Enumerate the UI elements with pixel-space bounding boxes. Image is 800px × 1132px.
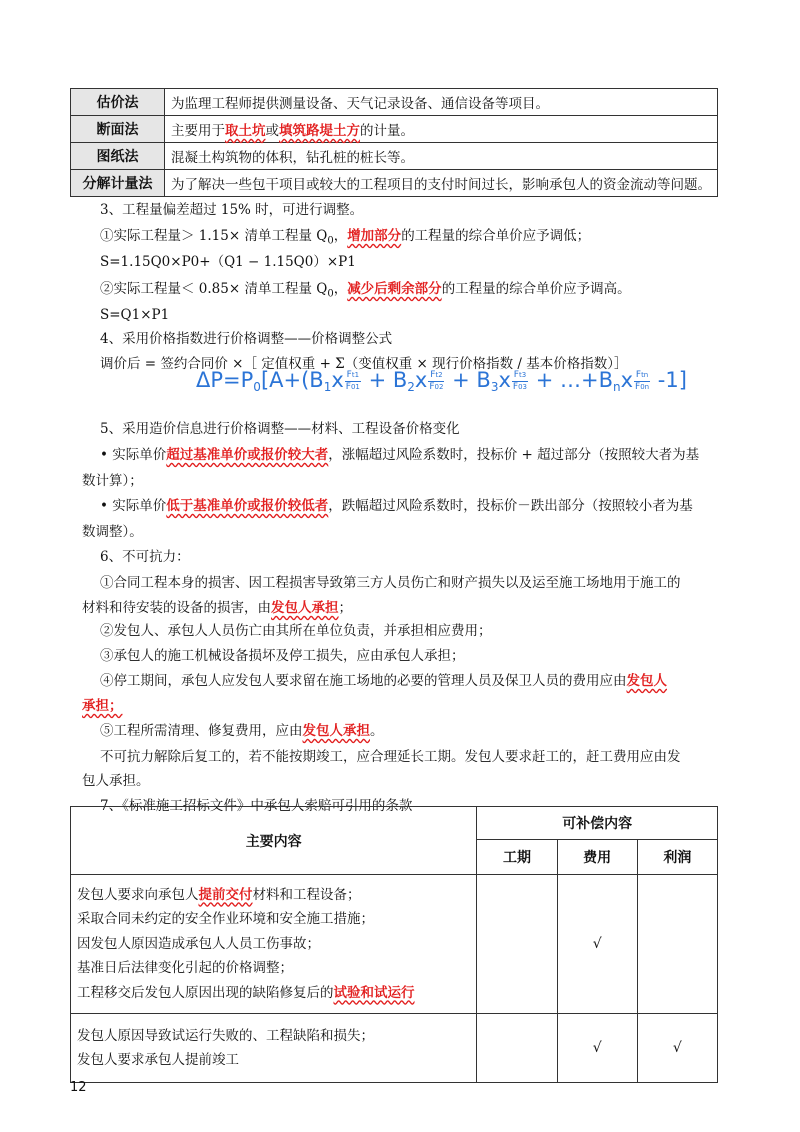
text-run: 。 — [370, 723, 384, 739]
check-mark-cell: √ — [637, 1014, 717, 1083]
formula-subscript: 3 — [490, 380, 499, 394]
text-run: 包人承担。 — [82, 773, 150, 789]
highlighted-text: 发包人 — [626, 673, 667, 689]
content-line — [77, 1024, 470, 1049]
text-line — [100, 622, 492, 640]
text-run: 为监理工程师提供测量设备、天气记录设备、通信设备等项目。 — [171, 96, 549, 112]
denominator-subscript: 0n — [640, 382, 650, 391]
text-run: 因发包人原因造成承包人人员工伤事故； — [77, 935, 320, 952]
content-line — [77, 907, 470, 932]
text-run: 7、《标准施工招标文件》中承包人索赔可引用的条款 — [100, 798, 413, 814]
main-content-cell — [71, 875, 477, 1014]
formula-fraction — [634, 370, 650, 393]
text-run: 3、工程量偏差超过 15% 时，可进行调整。 — [100, 202, 364, 218]
table-row — [71, 170, 718, 197]
text-run: 数计算）； — [82, 473, 143, 489]
text-run: 4、采用价格指数进行价格调整——价格调整公式 — [100, 331, 393, 347]
fraction-numerator — [512, 370, 528, 382]
highlighted-text: 承担； — [82, 698, 123, 714]
formula-plus: + — [445, 368, 477, 392]
content-line — [77, 883, 470, 908]
formula-fraction — [345, 370, 361, 393]
main-content-cell — [71, 1014, 477, 1083]
text-line — [100, 306, 169, 324]
text-run: 6、不可抗力： — [100, 549, 190, 565]
method-description — [165, 89, 718, 116]
highlighted-text: 发包人承担 — [271, 600, 339, 616]
text-run: ，涨幅超过风险系数时，投标价 + 超过部分（按照较大者为基 — [328, 447, 700, 463]
denominator-symbol: F — [635, 381, 641, 392]
text-run: 采取合同未约定的安全作业环境和安全施工措施； — [77, 911, 374, 928]
method-name: 估价法 — [71, 89, 165, 116]
text-line — [100, 420, 460, 438]
fraction-denominator — [345, 382, 361, 393]
cost-header: 费用 — [557, 840, 637, 875]
highlighted-text: 填筑路堤土方 — [279, 123, 360, 139]
schedule-header: 工期 — [477, 840, 557, 875]
check-mark-cell — [477, 1014, 557, 1083]
fraction-denominator — [512, 382, 528, 393]
main-content-header: 主要内容 — [71, 807, 477, 875]
numerator-subscript: t2 — [435, 370, 443, 379]
text-run: 数调整）。 — [82, 524, 143, 540]
text-run: 调价后 = 签约合同价 ×［ 定值权重 + Σ（变值权重 × 现行价格指数 / 基本价格指数）］ — [100, 356, 628, 372]
formula-times: x — [620, 368, 634, 392]
text-line — [82, 772, 150, 790]
text-line — [100, 647, 465, 665]
formula-subscript: 0 — [253, 380, 261, 394]
numerator-subscript: t1 — [351, 370, 360, 379]
formula-lead: ΔP=P — [196, 368, 254, 392]
fraction-numerator — [345, 370, 361, 382]
check-mark-cell — [477, 875, 557, 1014]
formula-times: x — [331, 368, 344, 392]
highlighted-text: 增加部分 — [347, 228, 402, 244]
method-name: 断面法 — [71, 116, 165, 143]
text-run: 材料和工程设备； — [252, 886, 361, 903]
text-line — [82, 599, 352, 617]
table-row — [71, 116, 718, 143]
formula-times: x — [414, 368, 428, 392]
text-run: ④停工期间，承包人应发包人要求留在施工场地的必要的管理人员及保卫人员的费用应由 — [100, 673, 627, 689]
text-line — [100, 574, 681, 592]
highlighted-text: 低于基准单价或报价较低者 — [166, 498, 329, 514]
numerator-symbol: F — [430, 369, 436, 380]
text-run: ①合同工程本身的损害、因工程损害导致第三方人员伤亡和财产损失以及运至施工场地用于施工的 — [100, 575, 681, 591]
method-description — [165, 116, 718, 143]
fraction-numerator — [428, 370, 444, 382]
formula-coefficient: B — [392, 368, 408, 392]
text-line — [100, 253, 356, 271]
text-run: S=Q1×P1 — [100, 307, 170, 323]
text-line — [100, 280, 631, 304]
text-line — [82, 472, 143, 490]
text-run: 0 — [327, 288, 334, 300]
highlighted-text: 发包人承担 — [302, 723, 370, 739]
text-line — [100, 672, 667, 690]
price-adjustment-formula — [196, 368, 687, 394]
numerator-subscript: t3 — [518, 370, 527, 379]
fraction-numerator — [634, 370, 650, 382]
denominator-subscript: 03 — [518, 382, 528, 391]
check-mark-cell: √ — [557, 875, 637, 1014]
formula-ellipsis: + …+ — [529, 368, 599, 392]
formula-coefficient: B — [476, 368, 491, 392]
text-run: ②实际工程量＜ 0.85× 清单工程量 Q — [100, 281, 328, 297]
text-run: 或 — [265, 123, 279, 139]
method-name: 分解计量法 — [71, 170, 165, 197]
numerator-subscript: tn — [641, 370, 649, 379]
formula-plus: + — [361, 368, 393, 392]
text-run: 基准日后法律变化引起的价格调整； — [77, 960, 293, 977]
text-run: 的工程量的综合单价应予调高。 — [441, 281, 631, 297]
text-line — [100, 201, 363, 219]
table-row — [71, 89, 718, 116]
compensation-header: 可补偿内容 — [477, 807, 718, 840]
table-row — [71, 143, 718, 170]
highlighted-text: 超过基准单价或报价较大者 — [166, 447, 329, 463]
text-run: 的计量。 — [360, 123, 414, 139]
content-line — [77, 1048, 470, 1073]
formula-subscript: 2 — [407, 380, 415, 394]
content-line — [77, 956, 470, 981]
text-line — [100, 446, 699, 464]
table-row — [71, 875, 718, 1014]
text-run: 发包人原因导致试运行失败的、工程缺陷和损失； — [77, 1027, 374, 1044]
denominator-symbol: F — [512, 381, 519, 392]
table-row — [71, 1014, 718, 1083]
text-line — [100, 497, 693, 515]
text-run: 工程移交后发包人原因出现的缺陷修复后的 — [77, 984, 334, 1001]
method-name: 图纸法 — [71, 143, 165, 170]
check-mark-cell: √ — [557, 1014, 637, 1083]
formula-times: x — [498, 368, 511, 392]
denominator-subscript: 01 — [350, 382, 360, 391]
text-run: • 实际单价 — [100, 498, 167, 514]
text-run: 不可抗力解除后复工的，若不能按期竣工，应合理延长工期。发包人要求赶工的，赶工费用应由发 — [100, 749, 681, 765]
profit-header: 利润 — [637, 840, 717, 875]
numerator-symbol: F — [635, 369, 642, 380]
denominator-subscript: 02 — [434, 382, 444, 391]
text-run: 主要用于 — [171, 123, 225, 139]
text-run: ， — [333, 228, 348, 244]
text-run: ②发包人、承包人人员伤亡由其所在单位负责，并承担相应费用； — [100, 623, 492, 639]
text-run: 发包人要求承包人提前竣工 — [77, 1052, 239, 1068]
formula-close: -1] — [651, 368, 687, 392]
text-line — [100, 227, 590, 251]
claims-clauses-table — [70, 806, 718, 1083]
highlighted-text: 减少后剩余部分 — [347, 281, 442, 297]
text-run: 的工程量的综合单价应予调低； — [401, 228, 591, 244]
check-mark-cell — [637, 875, 717, 1014]
denominator-symbol: F — [429, 381, 435, 392]
text-run: 发包人要求向承包人 — [77, 886, 199, 903]
text-run: 为了解决一些包干项目或较大的工程项目的支付时间过长，影响承包人的资金流动等问题。 — [171, 177, 711, 193]
method-description — [165, 170, 718, 197]
text-run: ， — [333, 281, 348, 297]
page-number: 12 — [70, 1080, 87, 1095]
text-run: • 实际单价 — [100, 447, 167, 463]
formula-coefficient: B — [598, 368, 613, 392]
denominator-symbol: F — [345, 381, 351, 392]
highlighted-text: 试验和试运行 — [333, 984, 415, 1001]
text-run: ，跌幅超过风险系数时，投标价－跌出部分（按照较小者为基 — [328, 498, 693, 514]
highlighted-text: 取土坑 — [225, 123, 266, 139]
text-run: ③承包人的施工机械设备损坏及停工损失，应由承包人承担； — [100, 648, 465, 664]
text-run: 材料和待安装的设备的损害，由 — [82, 600, 271, 616]
text-run: 5、采用造价信息进行价格调整——材料、工程设备价格变化 — [100, 421, 460, 437]
measurement-methods-table — [70, 88, 718, 197]
fraction-denominator — [428, 382, 444, 393]
formula-open: [A+(B — [260, 368, 324, 392]
text-line — [82, 523, 143, 541]
text-run: ⑤工程所需清理、修复费用，应由 — [100, 723, 303, 739]
numerator-symbol: F — [346, 369, 352, 380]
text-line — [100, 748, 681, 766]
numerator-symbol: F — [513, 369, 519, 380]
highlighted-text: 提前交付 — [198, 886, 253, 903]
text-run: 混凝土构筑物的体积，钻孔桩的桩长等。 — [171, 150, 414, 166]
formula-subscript: n — [612, 380, 621, 394]
formula-fraction — [512, 370, 528, 393]
text-run: ①实际工程量＞ 1.15× 清单工程量 Q — [100, 228, 328, 244]
text-line — [100, 330, 392, 348]
text-line — [82, 697, 123, 715]
text-run: ； — [338, 600, 352, 616]
formula-subscript: 1 — [323, 380, 332, 394]
content-line — [77, 932, 470, 957]
content-line — [77, 981, 470, 1006]
text-run: S=1.15Q0×P0+（Q1 − 1.15Q0）×P1 — [100, 254, 356, 270]
formula-fraction — [428, 370, 444, 393]
text-line — [100, 548, 190, 566]
text-run: 0 — [327, 235, 334, 247]
text-line — [100, 722, 384, 740]
fraction-denominator — [634, 382, 650, 393]
method-description — [165, 143, 718, 170]
